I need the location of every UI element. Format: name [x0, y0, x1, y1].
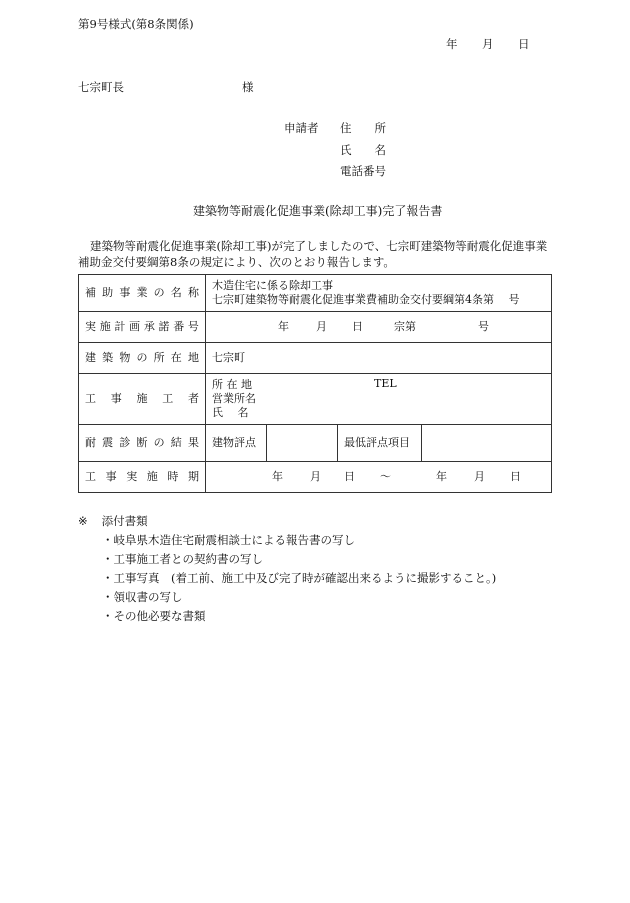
label-spaced [85, 470, 199, 484]
label-char: 建 [85, 351, 96, 364]
row-label [79, 275, 206, 312]
row-label [79, 462, 206, 493]
label-char: 期 [187, 470, 199, 483]
label-spaced [85, 351, 199, 365]
contractor-name-label: 氏 名 [212, 406, 249, 419]
contractor-tel-label: TEL [374, 377, 397, 390]
table-row [79, 312, 552, 343]
label-char: 業 [136, 286, 148, 299]
notes-heading: 添付書類 [101, 514, 148, 528]
addressee-honorific: 様 [242, 80, 254, 94]
label-char: 施 [99, 320, 111, 333]
label-spaced [85, 392, 199, 406]
approval-number-cell [206, 312, 552, 343]
label-char: 物 [119, 351, 131, 364]
applicant-label: 申請者 [284, 121, 319, 135]
list-item: ・岐阜県木造住宅耐震相談士による報告書の写し [102, 533, 355, 547]
project-line-2: 七宗町建築物等耐震化促進事業費補助金交付要綱第4条第 号 [212, 293, 520, 306]
label-char: 震 [102, 436, 114, 449]
label-char: の [153, 286, 165, 299]
label-char: 工 [85, 470, 96, 483]
applicant-address-label: 住 所 [340, 121, 386, 135]
label-char: 工 [85, 392, 96, 405]
end-year: 年 [436, 470, 447, 483]
row-label [79, 425, 206, 462]
table-row [79, 275, 552, 312]
label-char: 補 [85, 286, 96, 299]
approval-day: 日 [352, 320, 363, 333]
label-char: 施 [146, 470, 158, 483]
row-label [79, 312, 206, 343]
label-char: 結 [170, 436, 182, 449]
label-char: 画 [129, 320, 141, 333]
body-text: 建築物等耐震化促進事業(除却工事)が完了しましたので、七宗町建築物等耐震化促進事業補助金交付要綱第8条の規定により、次のとおり報告します。 [78, 239, 548, 269]
label-char: 名 [170, 286, 182, 299]
label-char: 事 [119, 286, 131, 299]
label-char: 計 [114, 320, 126, 333]
label-char: 施 [136, 392, 148, 405]
date-day: 日 [518, 37, 530, 51]
label-char: 断 [136, 436, 148, 449]
label-char: 在 [170, 351, 182, 364]
label-spaced [85, 286, 199, 300]
label-char: 工 [162, 392, 174, 405]
building-location-cell: 七宗町 [206, 343, 552, 374]
min-score-value [422, 425, 552, 462]
date-month: 月 [482, 37, 494, 51]
end-month: 月 [474, 470, 485, 483]
applicant-name-label: 氏 名 [340, 143, 386, 157]
start-day: 日 [344, 470, 355, 483]
attachments-list [78, 531, 496, 626]
label-char: 地 [187, 351, 199, 364]
project-line-1: 木造住宅に係る除却工事 [212, 279, 333, 292]
label-char: 諾 [158, 320, 170, 333]
approval-year: 年 [278, 320, 289, 333]
notes-mark: ※ [78, 514, 88, 528]
label-char: 助 [102, 286, 114, 299]
row-label [79, 374, 206, 425]
label-spaced [85, 320, 199, 334]
building-score-value [267, 425, 338, 462]
start-year: 年 [272, 470, 283, 483]
start-month: 月 [310, 470, 321, 483]
applicant-phone-label: 電話番号 [340, 164, 386, 178]
table-row [79, 462, 552, 493]
label-char: 番 [173, 320, 185, 333]
period-separator: 〜 [380, 470, 391, 483]
document-title: 建築物等耐震化促進事業(除却工事)完了報告書 [193, 204, 443, 218]
row-label [79, 343, 206, 374]
form-number: 第9号様式(第8条関係) [78, 17, 194, 31]
contractor-address-label: 所 在 地 [212, 378, 252, 391]
contractor-cell [206, 374, 552, 425]
table-row [79, 425, 552, 462]
project-name-cell [206, 275, 552, 312]
list-item: ・その他必要な書類 [102, 609, 206, 623]
building-score-label: 建物評点 [206, 425, 267, 462]
contractor-office-label: 営業所名 [212, 392, 256, 405]
list-item: ・工事施工者との契約書の写し [102, 552, 263, 566]
label-char: 耐 [85, 436, 96, 449]
label-spaced [85, 436, 199, 450]
label-char: の [153, 436, 165, 449]
approval-prefix: 宗第 [394, 320, 416, 333]
construction-period-cell [206, 462, 552, 493]
label-char: 事 [110, 392, 122, 405]
label-char: 者 [188, 392, 199, 405]
report-table [78, 274, 552, 493]
label-char: 事 [105, 470, 117, 483]
min-score-label: 最低評点項目 [338, 425, 422, 462]
attachments-notes [78, 512, 496, 626]
addressee-name: 七宗町長 [78, 80, 124, 94]
label-char: 実 [85, 320, 96, 333]
label-char: 診 [119, 436, 131, 449]
end-day: 日 [510, 470, 521, 483]
table-row [79, 374, 552, 425]
label-char: 時 [167, 470, 179, 483]
list-item: ・工事写真 (着工前、施工中及び完了時が確認出来るように撮影すること。) [102, 571, 497, 585]
label-char: 果 [187, 436, 199, 449]
approval-number-suffix: 号 [478, 320, 489, 333]
label-char: 号 [187, 320, 199, 333]
label-char: 承 [143, 320, 155, 333]
approval-month: 月 [316, 320, 327, 333]
label-char: 築 [102, 351, 114, 364]
list-item: ・領収書の写し [102, 590, 183, 604]
label-char: 実 [126, 470, 138, 483]
date-year: 年 [446, 37, 458, 51]
label-char: 称 [187, 286, 199, 299]
label-char: の [136, 351, 148, 364]
label-char: 所 [153, 351, 165, 364]
table-row [79, 343, 552, 374]
